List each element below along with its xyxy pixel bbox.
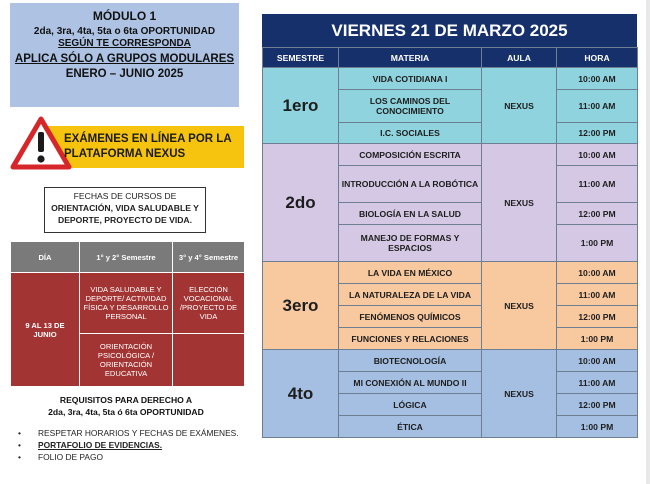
hora-cell: 10:00 AM — [557, 350, 638, 372]
periodo-text: ENERO – JUNIO 2025 — [65, 68, 184, 80]
hora-cell: 10:00 AM — [557, 262, 638, 284]
hora-cell: 11:00 AM — [557, 284, 638, 306]
hora-cell: 11:00 AM — [557, 166, 638, 203]
materia-cell: LA VIDA EN MÉXICO — [339, 262, 482, 284]
sem34-curso-2 — [173, 334, 245, 387]
materia-cell: FUNCIONES Y RELACIONES — [339, 328, 482, 350]
modulo-box — [10, 3, 239, 107]
sem34-curso-1: ELECCIÓN VOCACIONAL /PROYECTO DE VIDA — [173, 273, 245, 334]
fechas-cursos-box — [44, 187, 206, 233]
hora-cell: 11:00 AM — [557, 90, 638, 123]
hora-cell: 12:00 PM — [557, 123, 638, 144]
sem12-curso-2: ORIENTACIÓN PSICOLÓGICA / ORIENTACIÓN EDUCATIVA — [80, 334, 173, 387]
table-row — [263, 262, 638, 284]
header-materia: MATERIA — [339, 48, 482, 68]
header-semestre: SEMESTRE — [263, 48, 339, 68]
materia-cell: BIOLOGÍA EN LA SALUD — [339, 203, 482, 225]
materia-cell: INTRODUCCIÓN A LA ROBÓTICA — [339, 166, 482, 203]
oportunidad-text: 2da, 3ra, 4ta, 5ta o 6ta OPORTUNIDAD — [33, 26, 216, 37]
examenes-aviso — [10, 116, 240, 170]
header-dia: DÍA — [11, 242, 80, 273]
materia-cell: COMPOSICIÓN ESCRITA — [339, 144, 482, 166]
list-item: • RESPETAR HORARIOS Y FECHAS DE EXÁMENES. — [18, 428, 239, 438]
requisitos-list — [18, 427, 239, 463]
table-row — [263, 68, 638, 90]
aula-cell: NEXUS — [482, 262, 557, 350]
hora-cell: 1:00 PM — [557, 416, 638, 438]
semestre-3ero: 3ero — [263, 262, 339, 350]
sem12-curso-1: VIDA SALUDABLE Y DEPORTE/ ACTIVIDAD FÍSICA Y DESARROLLO PERSONAL — [80, 273, 173, 334]
materia-cell: FENÓMENOS QUÍMICOS — [339, 306, 482, 328]
table-row — [263, 350, 638, 372]
materia-cell: VIDA COTIDIANA I — [339, 68, 482, 90]
hora-cell: 12:00 PM — [557, 203, 638, 225]
requisitos-line1: REQUISITOS PARA DERECHO A — [59, 395, 193, 405]
materia-cell: MI CONEXIÓN AL MUNDO II — [339, 372, 482, 394]
header-sem12: 1° y 2° Semestre — [80, 242, 173, 273]
hora-cell: 11:00 AM — [557, 372, 638, 394]
materia-cell: I.C. SOCIALES — [339, 123, 482, 144]
dia-cell: 9 AL 13 DE JUNIO — [11, 273, 80, 387]
hora-cell: 12:00 PM — [557, 306, 638, 328]
requisitos-line2: 2da, 3ra, 4ta, 5ta ó 6ta OPORTUNIDAD — [48, 407, 204, 417]
semestre-2do: 2do — [263, 144, 339, 262]
hora-cell: 12:00 PM — [557, 394, 638, 416]
table-row — [263, 144, 638, 166]
list-item: • PORTAFOLIO DE EVIDENCIAS. — [18, 440, 163, 450]
segun-text: SEGÚN TE CORRESPONDA — [58, 38, 191, 49]
aula-cell: NEXUS — [482, 68, 557, 144]
header-hora: HORA — [557, 48, 638, 68]
materia-cell: LOS CAMINOS DEL CONOCIMIENTO — [339, 90, 482, 123]
horario-table — [262, 47, 638, 438]
header-sem34: 3° y 4° Semestre — [173, 242, 245, 273]
fechas-line2: ORIENTACIÓN, VIDA SALUDABLE Y DEPORTE, PROYECTO DE VIDA. — [51, 203, 199, 225]
materia-cell: LA NATURALEZA DE LA VIDA — [339, 284, 482, 306]
hora-cell: 1:00 PM — [557, 225, 638, 262]
materia-cell: MANEJO DE FORMAS Y ESPACIOS — [339, 225, 482, 262]
cursos-table — [10, 241, 245, 387]
warning-triangle-icon — [10, 116, 72, 170]
materia-cell: LÓGICA — [339, 394, 482, 416]
requisitos-title — [20, 394, 232, 418]
list-item: • FOLIO DE PAGO — [18, 452, 103, 462]
semestre-4to: 4to — [263, 350, 339, 438]
materia-cell: ÉTICA — [339, 416, 482, 438]
hora-cell: 1:00 PM — [557, 328, 638, 350]
aula-cell: NEXUS — [482, 144, 557, 262]
hora-cell: 10:00 AM — [557, 68, 638, 90]
fechas-line1: FECHAS DE CURSOS DE — [73, 191, 177, 201]
header-aula: AULA — [482, 48, 557, 68]
materia-cell: BIOTECNOLOGÍA — [339, 350, 482, 372]
horario-panel — [262, 14, 637, 438]
horario-title: VIERNES 21 DE MARZO 2025 — [262, 14, 637, 47]
hora-cell: 10:00 AM — [557, 144, 638, 166]
aplica-text: APLICA SÓLO A GRUPOS MODULARES — [14, 53, 235, 65]
aviso-text: EXÁMENES EN LÍNEA POR LA PLATAFORMA NEXUS — [64, 133, 232, 160]
aula-cell: NEXUS — [482, 350, 557, 438]
semestre-1ero: 1ero — [263, 68, 339, 144]
modulo-title: MÓDULO 1 — [92, 9, 157, 23]
